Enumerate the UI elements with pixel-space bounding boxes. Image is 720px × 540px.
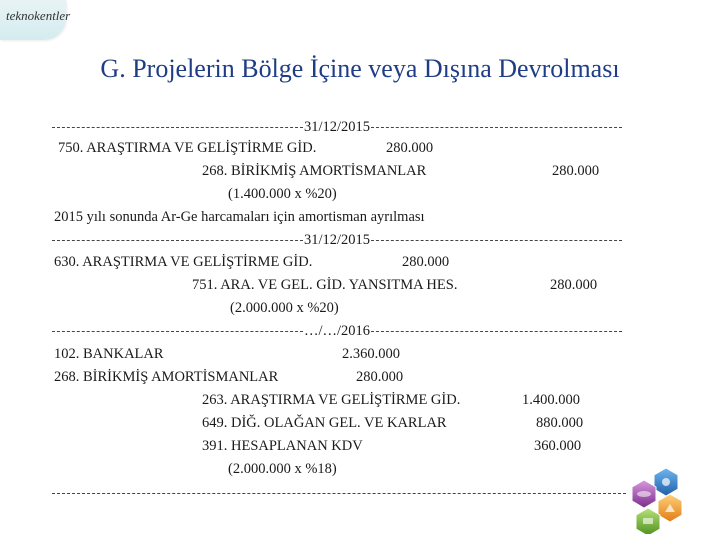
separator-line bbox=[52, 231, 622, 249]
debit-amount: 2.360.000 bbox=[342, 346, 400, 362]
debit-account: 630. ARAŞTIRMA VE GELİŞTİRME GİD. bbox=[54, 254, 313, 270]
hexagon-logo-icon bbox=[622, 464, 692, 534]
brand-tab bbox=[0, 0, 71, 40]
debit-account: 268. BİRİKMİŞ AMORTİSMANLAR bbox=[54, 369, 279, 385]
separator-date: 31/12/2015 bbox=[303, 118, 371, 135]
bottom-separator-line bbox=[52, 484, 626, 502]
credit-account: 268. BİRİKMİŞ AMORTİSMANLAR bbox=[202, 163, 427, 179]
credit-account: 263. ARAŞTIRMA VE GELİŞTİRME GİD. bbox=[202, 392, 461, 408]
calculation-note: (1.400.000 x %20) bbox=[228, 186, 337, 202]
separator-line bbox=[52, 118, 622, 136]
debit-amount: 280.000 bbox=[386, 140, 434, 156]
debit-amount: 280.000 bbox=[402, 254, 450, 270]
separator-date: 31/12/2015 bbox=[303, 231, 371, 248]
credit-amount: 1.400.000 bbox=[522, 392, 580, 408]
explanation-text: 2015 yılı sonunda Ar-Ge harcamaları için amortisman ayrılması bbox=[54, 209, 425, 225]
debit-amount: 280.000 bbox=[356, 369, 404, 385]
credit-account: 391. HESAPLANAN KDV bbox=[202, 438, 363, 454]
calculation-note: (2.000.000 x %18) bbox=[228, 461, 337, 477]
credit-account: 649. DİĞ. OLAĞAN GEL. VE KARLAR bbox=[202, 415, 447, 431]
credit-amount: 280.000 bbox=[550, 277, 598, 293]
credit-amount: 360.000 bbox=[534, 438, 582, 454]
debit-account: 750. ARAŞTIRMA VE GELİŞTİRME GİD. bbox=[58, 140, 317, 156]
calculation-note: (2.000.000 x %20) bbox=[230, 300, 339, 316]
separator-date: …/…/2016 bbox=[303, 322, 371, 339]
separator-line bbox=[52, 322, 622, 340]
credit-amount: 280.000 bbox=[552, 163, 600, 179]
credit-account: 751. ARA. VE GEL. GİD. YANSITMA HES. bbox=[192, 277, 458, 293]
credit-amount: 880.000 bbox=[536, 415, 584, 431]
debit-account: 102. BANKALAR bbox=[54, 346, 164, 362]
slide-title: G. Projelerin Bölge İçine veya Dışına Devrolması bbox=[100, 54, 620, 83]
brand-text: teknokentler bbox=[6, 8, 71, 23]
